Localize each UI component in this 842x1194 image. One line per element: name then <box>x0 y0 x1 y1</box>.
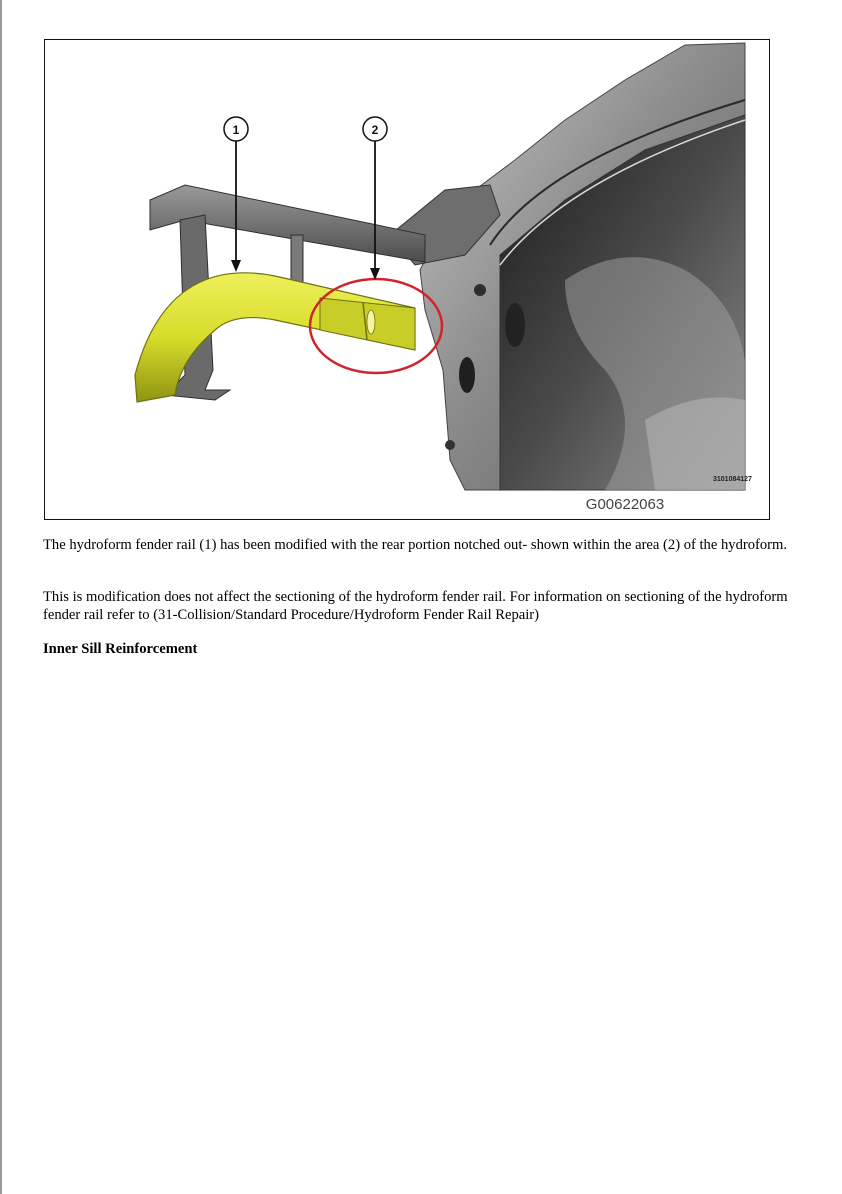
callout-2-label: 2 <box>371 123 379 137</box>
paragraph-sectioning-reference: This is modification does not affect the sectioning of the hydroform fender rail. For information on sectioning of the hydroform fender rail refer to (31-Collision/Standard Procedure/Hydroform Fender Rail Repair) <box>43 589 788 623</box>
callout-2 <box>363 117 387 280</box>
page-left-border <box>0 0 2 1194</box>
figure-reference-number: 3101084127 <box>713 476 752 483</box>
section-heading: Inner Sill Reinforcement <box>43 641 198 657</box>
figure-frame <box>44 39 770 520</box>
paragraph-fender-rail-modification: The hydroform fender rail (1) has been modified with the rear portion notched out- shown within the area (2) of the hydroform. <box>43 537 788 553</box>
figure-graphic-code: G00622063 <box>585 496 665 513</box>
fender-rail-illustration <box>45 40 770 520</box>
callout-1-label: 1 <box>232 123 240 137</box>
